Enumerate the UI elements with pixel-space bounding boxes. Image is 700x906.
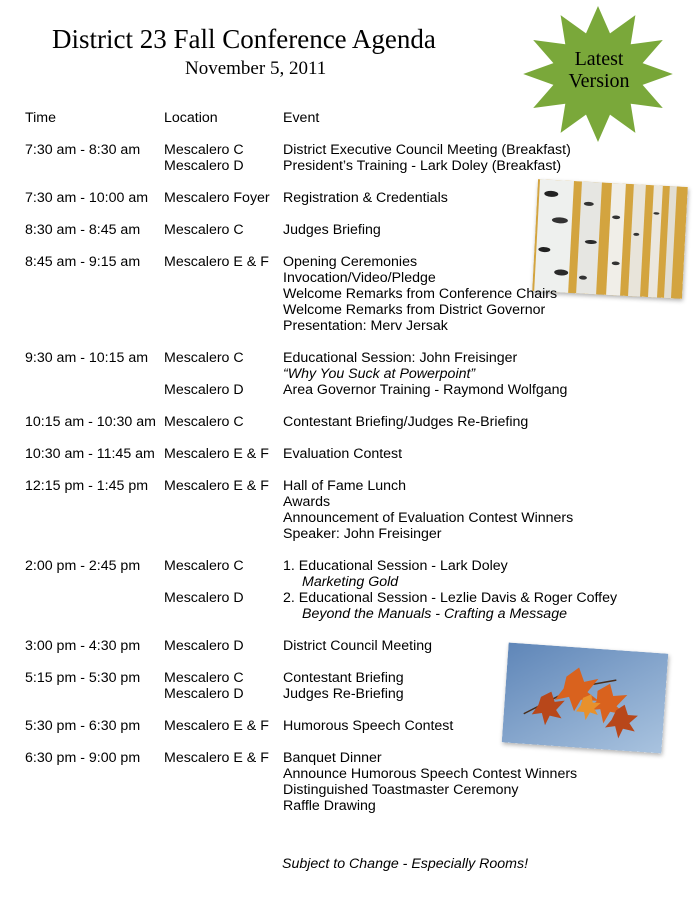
agenda-location: Mescalero Foyer [164, 190, 270, 206]
agenda-time: 9:30 am - 10:15 am [25, 350, 149, 366]
autumn-leaves-photo [502, 643, 669, 754]
agenda-location: Mescalero C [164, 350, 244, 366]
agenda-time: 12:15 pm - 1:45 pm [25, 478, 149, 494]
agenda-location: Mescalero D [164, 590, 244, 606]
agenda-location: Mescalero E & F [164, 750, 269, 766]
page-title: District 23 Fall Conference Agenda [52, 24, 436, 54]
agenda-location: Mescalero D [164, 638, 244, 654]
agenda-time: 2:00 pm - 2:45 pm [25, 558, 141, 574]
agenda-time: 8:30 am - 8:45 am [25, 222, 141, 238]
agenda-time: 6:30 pm - 9:00 pm [25, 750, 141, 766]
agenda-location: Mescalero C [164, 558, 244, 574]
agenda-event: Banquet Dinner Announce Humorous Speech Contest Winners Distinguished Toastmaster Ceremony Raffle Drawing [283, 750, 578, 814]
agenda-time: 10:30 am - 11:45 am [25, 446, 155, 462]
agenda-event: Evaluation Contest [283, 446, 403, 462]
agenda-event: Hall of Fame Lunch Awards Announcement of Evaluation Contest Winners Speaker: John Freisinger [283, 478, 574, 542]
agenda-event: Contestant Briefing/Judges Re-Briefing [283, 414, 529, 430]
agenda-location: Mescalero D [164, 382, 244, 398]
agenda-location: Mescalero C Mescalero D [164, 142, 244, 174]
agenda-time: 7:30 am - 8:30 am [25, 142, 141, 158]
agenda-location: Mescalero C Mescalero D [164, 670, 244, 702]
column-header-location: Location [164, 110, 218, 126]
agenda-location: Mescalero E & F [164, 718, 269, 734]
agenda-time: 5:30 pm - 6:30 pm [25, 718, 141, 734]
agenda-event: District Council Meeting [283, 638, 433, 654]
agenda-event: District Executive Council Meeting (Breakfast) President’s Training - Lark Doley (Breakfast) [283, 142, 571, 174]
agenda-location: Mescalero E & F [164, 446, 269, 462]
agenda-location: Mescalero E & F [164, 254, 269, 270]
column-header-event: Event [283, 110, 320, 126]
footer-note: Subject to Change - Especially Rooms! [282, 856, 529, 872]
column-header-time: Time [25, 110, 57, 126]
agenda-time: 8:45 am - 9:15 am [25, 254, 141, 270]
agenda-event: Opening Ceremonies Invocation/Video/Pledge Welcome Remarks from Conference Chairs Welcome Remarks from District Governor Presentation: Merv Jersak [283, 254, 558, 334]
badge-label: Latest Version [568, 48, 630, 92]
agenda-event: Judges Briefing [283, 222, 381, 238]
page-date: November 5, 2011 [185, 58, 327, 79]
agenda-event: Educational Session: John Freisinger “Why You Suck at Powerpoint” Area Governor Training - Raymond Wolfgang [283, 350, 568, 398]
agenda-event: Humorous Speech Contest [283, 718, 454, 734]
agenda-time: 7:30 am - 10:00 am [25, 190, 149, 206]
agenda-location: Mescalero C [164, 414, 244, 430]
agenda-event: Contestant Briefing Judges Re-Briefing [283, 670, 404, 702]
agenda-event: Registration & Credentials [283, 190, 448, 206]
agenda-location: Mescalero C [164, 222, 244, 238]
agenda-location: Mescalero E & F [164, 478, 269, 494]
agenda-time: 3:00 pm - 4:30 pm [25, 638, 141, 654]
agenda-event: 1. Educational Session - Lark Doley Marketing Gold 2. Educational Session - Lezlie Davis & Roger Coffey Beyond the Manuals - Crafting a Message [283, 558, 618, 622]
agenda-time: 10:15 am - 10:30 am [25, 414, 156, 430]
agenda-time: 5:15 pm - 5:30 pm [25, 670, 141, 686]
